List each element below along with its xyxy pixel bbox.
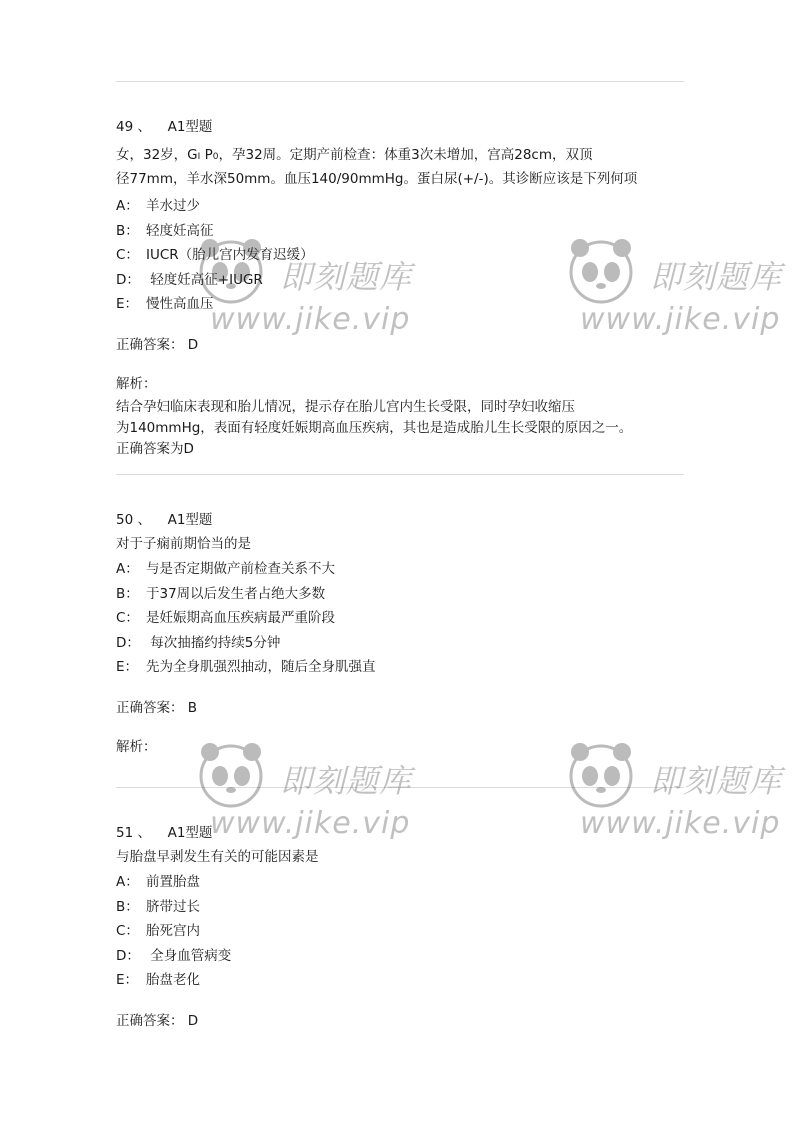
question-stem: 女，32岁，GI P0，孕32周。定期产前检查：体重3次未增加，宫高28cm，双顶 径77mm，羊水深50mm。血压140/90mmHg。蛋白尿(+/-)。其诊断应该是下列何项 bbox=[116, 147, 638, 187]
question-separator: 、 bbox=[137, 825, 151, 841]
top-divider bbox=[116, 81, 684, 82]
option-a[interactable]: A： 前置胎盘 bbox=[116, 874, 200, 890]
question-49 bbox=[116, 117, 684, 460]
answer-value: B bbox=[187, 699, 198, 716]
watermark-brand: 即刻题库 bbox=[280, 258, 413, 296]
option-a[interactable]: A： 羊水过少 bbox=[116, 198, 200, 214]
watermark-brand: 即刻题库 bbox=[650, 258, 783, 296]
option-d[interactable]: D： 每次抽搐约持续5分钟 bbox=[116, 634, 281, 651]
correct-answer bbox=[116, 1011, 684, 1031]
question-header bbox=[116, 117, 684, 137]
answer-value: D bbox=[187, 1012, 199, 1029]
question-number: 49 bbox=[116, 119, 134, 135]
analysis-label: 解析： bbox=[116, 738, 157, 755]
correct-answer bbox=[116, 335, 684, 355]
answer-label: 正确答案： bbox=[116, 1012, 184, 1029]
watermark-brand: 即刻题库 bbox=[650, 762, 783, 800]
option-b[interactable]: B： 脐带过长 bbox=[116, 898, 200, 915]
option-d[interactable]: D： 全身血管病变 bbox=[116, 947, 232, 964]
answer-value: D bbox=[187, 336, 199, 353]
answer-label: 正确答案： bbox=[116, 336, 184, 353]
question-header bbox=[116, 510, 684, 530]
question-number: 50 bbox=[116, 512, 134, 528]
option-d[interactable]: D： 轻度妊高征+IUGR bbox=[116, 271, 263, 288]
question-separator: 、 bbox=[137, 119, 151, 135]
question-header bbox=[116, 823, 684, 843]
question-stem: 对于子痫前期恰当的是 bbox=[116, 536, 251, 552]
question-number: 51 bbox=[116, 825, 134, 841]
question-divider bbox=[116, 787, 684, 788]
watermark-url: www.jike.vip bbox=[580, 806, 781, 841]
analysis-text: 结合孕妇临床表现和胎儿情况，提示存在胎儿宫内生长受限，同时孕妇收缩压 为140mmHg，表面有轻度妊娠期高血压疾病，其也是造成胎儿生长受限的原因之一。 正确答案为D bbox=[116, 398, 633, 457]
question-51 bbox=[116, 823, 684, 1031]
correct-answer bbox=[116, 698, 684, 718]
watermark-url: www.jike.vip bbox=[210, 302, 411, 337]
option-b[interactable]: B： 轻度妊高征 bbox=[116, 222, 214, 239]
option-e[interactable]: E： 胎盘老化 bbox=[116, 972, 200, 988]
option-c[interactable]: C： IUCR（胎儿宫内发育迟缓） bbox=[116, 247, 314, 263]
option-c[interactable]: C： 是妊娠期高血压疾病最严重阶段 bbox=[116, 610, 335, 626]
analysis-label: 解析： bbox=[116, 375, 157, 392]
watermark-url: www.jike.vip bbox=[580, 302, 781, 337]
watermark-brand: 即刻题库 bbox=[280, 762, 413, 800]
option-b[interactable]: B： 于37周以后发生者占绝大多数 bbox=[116, 585, 326, 602]
question-stem: 与胎盘早剥发生有关的可能因素是 bbox=[116, 849, 319, 865]
question-type: A1型题 bbox=[167, 119, 213, 135]
question-50 bbox=[116, 510, 684, 757]
question-separator: 、 bbox=[137, 512, 151, 528]
option-a[interactable]: A： 与是否定期做产前检查关系不大 bbox=[116, 561, 335, 577]
answer-label: 正确答案： bbox=[116, 699, 184, 716]
question-divider bbox=[116, 474, 684, 475]
question-type: A1型题 bbox=[167, 512, 213, 528]
option-e[interactable]: E： 先为全身肌强烈抽动，随后全身肌强直 bbox=[116, 659, 376, 675]
option-e[interactable]: E： 慢性高血压 bbox=[116, 296, 214, 312]
question-type: A1型题 bbox=[167, 825, 213, 841]
option-c[interactable]: C： 胎死宫内 bbox=[116, 923, 200, 939]
watermark-url: www.jike.vip bbox=[210, 806, 411, 841]
